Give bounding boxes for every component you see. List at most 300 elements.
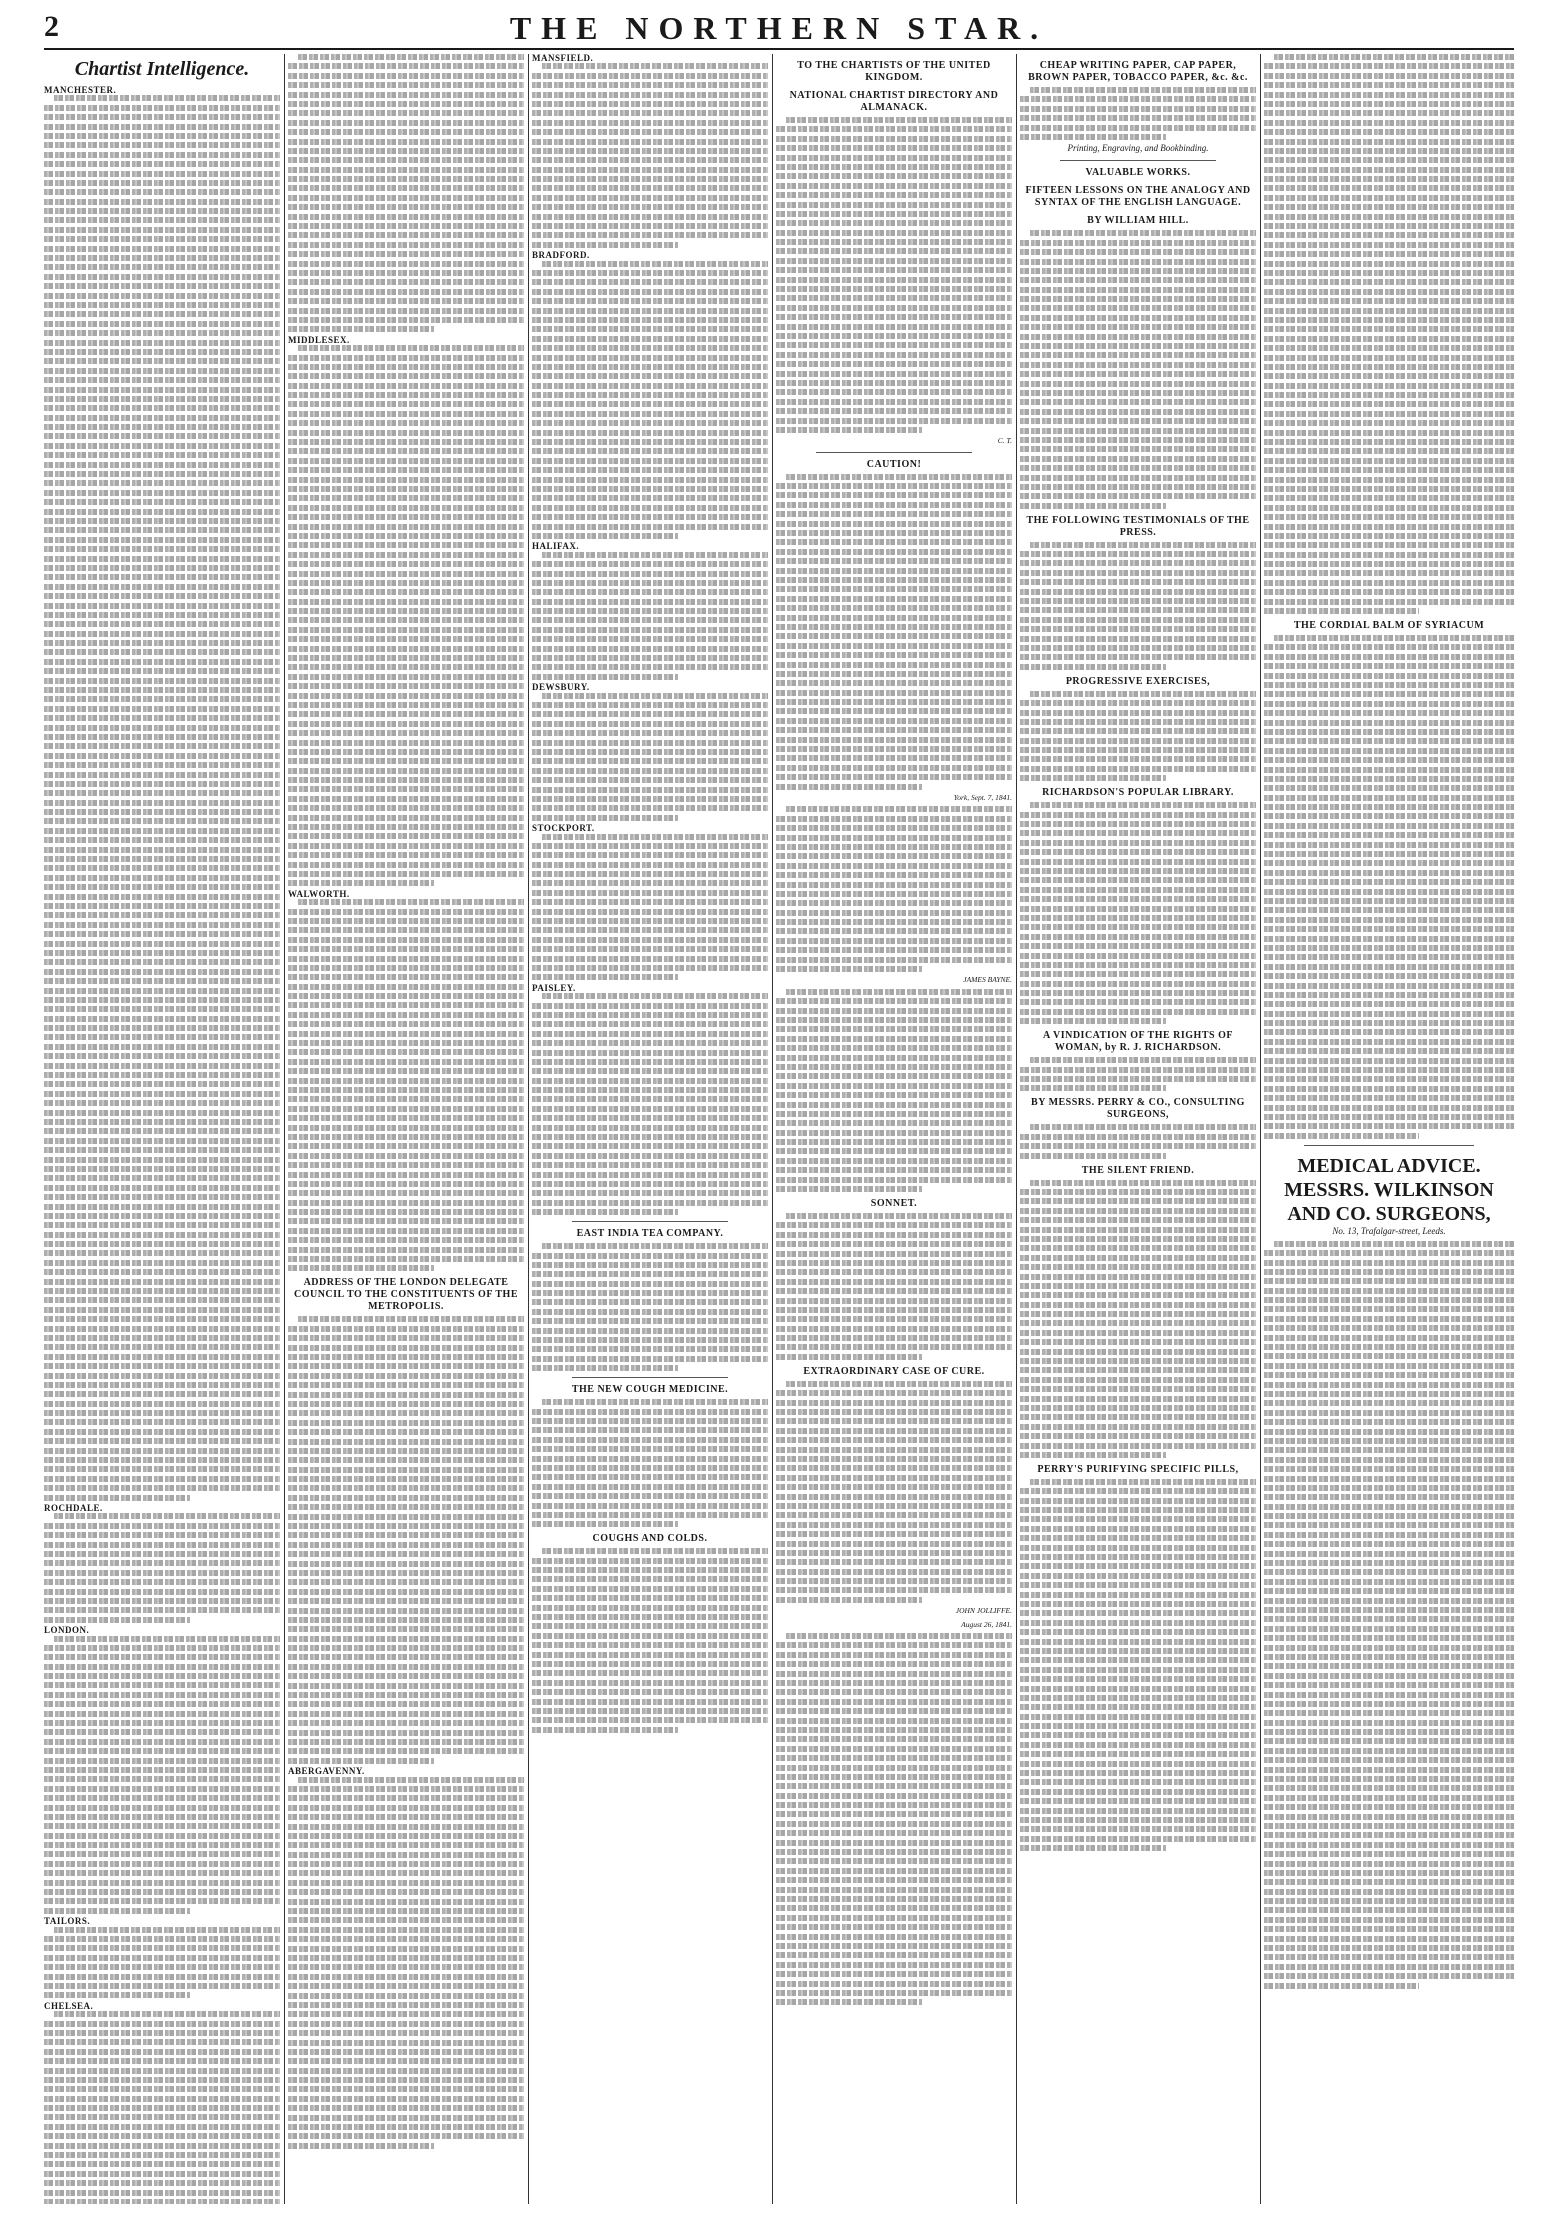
print-line [1020, 906, 1256, 912]
print-line [776, 755, 1012, 761]
print-line [44, 340, 280, 346]
print-line [1020, 1676, 1256, 1682]
print-line [44, 1523, 280, 1529]
print-line [776, 1484, 1012, 1490]
print-line [44, 255, 280, 261]
print-line [1020, 1704, 1256, 1710]
print-line [44, 725, 280, 731]
print-line [1020, 1761, 1256, 1767]
print-line [44, 321, 280, 327]
print-line [1020, 1723, 1256, 1729]
print-line [1264, 1076, 1514, 1082]
print-line [288, 1889, 524, 1895]
print-line [776, 1298, 1012, 1304]
print-line [776, 1541, 1012, 1547]
print-line [44, 490, 280, 496]
print-line [44, 1776, 280, 1782]
article-body [44, 1927, 280, 1999]
print-line [44, 1363, 280, 1369]
print-line [44, 800, 280, 806]
print-line [532, 1576, 768, 1582]
print-line [288, 1059, 524, 1065]
print-line [542, 993, 768, 999]
print-line [532, 1040, 768, 1046]
print-line [44, 762, 280, 768]
print-line [1264, 1785, 1514, 1791]
print-line [776, 164, 1012, 170]
print-line [1264, 710, 1514, 716]
print-line [44, 1044, 280, 1050]
print-line [44, 1495, 190, 1501]
works-heading: VALUABLE WORKS. [1085, 167, 1191, 179]
print-line [288, 458, 524, 464]
book-title: FIFTEEN LESSONS ON THE ANALOGY AND SYNTAX OF THE ENGLISH LANGUAGE. [1025, 185, 1251, 209]
article-body [532, 261, 768, 539]
print-line [532, 1446, 768, 1452]
print-line [1020, 999, 1256, 1005]
print-line [44, 509, 280, 515]
print-line [1020, 1592, 1256, 1598]
print-line [532, 777, 768, 783]
print-line [44, 1767, 280, 1773]
print-line [776, 1260, 1012, 1266]
print-line [1020, 1507, 1256, 1513]
print-line [776, 230, 1012, 236]
print-line [532, 1087, 768, 1093]
print-line [1264, 204, 1514, 210]
print-line [1264, 1372, 1514, 1378]
divider [572, 1221, 728, 1222]
column-4 [776, 54, 1012, 2204]
print-line [532, 1328, 768, 1334]
print-line [532, 852, 768, 858]
print-line [776, 957, 1012, 963]
print-line [1264, 776, 1514, 782]
print-line [776, 324, 1012, 330]
print-line [288, 852, 524, 858]
print-line [1020, 598, 1256, 604]
print-line [532, 561, 768, 567]
print-line [1264, 1344, 1514, 1350]
print-line [1264, 1095, 1514, 1101]
print-line [1264, 1692, 1514, 1698]
print-line [44, 1607, 280, 1613]
print-line [776, 690, 1012, 696]
print-line [532, 167, 768, 173]
print-line [1264, 1673, 1514, 1679]
print-line [1020, 943, 1256, 949]
print-line [1020, 1629, 1256, 1635]
print-line [1264, 1513, 1514, 1519]
print-line [288, 92, 524, 98]
print-line [1020, 1320, 1256, 1326]
print-line [44, 2114, 280, 2120]
print-line [776, 1017, 1012, 1023]
print-line [288, 448, 524, 454]
print-line [44, 1307, 280, 1313]
print-line [288, 1692, 524, 1698]
print-line [1264, 1645, 1514, 1651]
print-line [532, 702, 768, 708]
print-line [288, 1993, 524, 1999]
print-line [776, 1999, 922, 2005]
print-line [786, 989, 1012, 995]
print-line [532, 909, 768, 915]
print-line [44, 1964, 280, 1970]
print-line [44, 1110, 280, 1116]
print-line [44, 856, 280, 862]
print-line [288, 1068, 524, 1074]
print-line [1264, 898, 1514, 904]
print-line [44, 1485, 280, 1491]
print-line [1264, 1607, 1514, 1613]
print-line [44, 527, 280, 533]
print-line [1264, 1983, 1419, 1989]
print-line [1264, 1532, 1514, 1538]
print-line [1264, 842, 1514, 848]
print-line [776, 1447, 1012, 1453]
print-line [1020, 1554, 1256, 1560]
print-line [44, 1100, 280, 1106]
print-line [44, 875, 280, 881]
print-line [288, 129, 524, 135]
print-line [288, 542, 524, 548]
print-line [1264, 804, 1514, 810]
print-line [44, 1260, 280, 1266]
print-line [532, 82, 768, 88]
print-line [1020, 1134, 1256, 1140]
print-line [44, 105, 280, 111]
print-line [288, 1842, 524, 1848]
print-line [44, 706, 280, 712]
print-line [1030, 1479, 1256, 1485]
print-line [288, 1012, 524, 1018]
print-line [1020, 315, 1256, 321]
print-line [532, 664, 768, 670]
print-line [776, 998, 1012, 1004]
article-lead: BRADFORD. [532, 250, 590, 261]
print-line [776, 596, 1012, 602]
print-line [776, 708, 1012, 714]
article-body [776, 117, 1012, 433]
print-line [44, 603, 280, 609]
print-line [44, 1786, 280, 1792]
print-line [288, 2105, 524, 2111]
print-line [532, 1209, 678, 1215]
print-line [44, 405, 280, 411]
print-line [1020, 1424, 1256, 1430]
print-line [776, 1661, 1012, 1667]
print-line [288, 711, 524, 717]
print-line [288, 1228, 524, 1234]
print-line [1264, 1269, 1514, 1275]
print-line [1264, 738, 1514, 744]
print-line [44, 1279, 280, 1285]
print-line [532, 1059, 768, 1065]
article-lead: MIDDLESEX. [288, 334, 350, 345]
print-line [44, 1034, 280, 1040]
print-line [1264, 1419, 1514, 1425]
article-body [288, 345, 524, 886]
print-line [1020, 1798, 1256, 1804]
print-line [288, 1162, 524, 1168]
print-line [1264, 1447, 1514, 1453]
print-line [1264, 654, 1514, 660]
print-line [288, 1172, 524, 1178]
print-line [532, 1652, 768, 1658]
print-line [1264, 964, 1514, 970]
print-line [776, 737, 1012, 743]
print-line [1264, 458, 1514, 464]
print-line [776, 816, 1012, 822]
print-line [44, 2133, 280, 2139]
article-lead: HALIFAX. [532, 541, 580, 552]
print-line [532, 486, 768, 492]
print-line [298, 1777, 524, 1783]
print-line [532, 317, 768, 323]
print-line [288, 1523, 524, 1529]
print-line [532, 1012, 768, 1018]
print-line [1264, 486, 1514, 492]
print-line [532, 1031, 768, 1037]
print-line [532, 139, 768, 145]
print-line [44, 772, 280, 778]
print-line [1264, 345, 1514, 351]
signature: C. T. [997, 436, 1012, 446]
masthead [44, 4, 1514, 50]
print-line [1264, 570, 1514, 576]
print-line [1264, 1438, 1514, 1444]
print-line [532, 1717, 768, 1723]
print-line [532, 871, 768, 877]
print-line [288, 1542, 524, 1548]
print-line [532, 1003, 768, 1009]
print-line [44, 1269, 280, 1275]
print-line [44, 1673, 280, 1679]
print-line [532, 514, 768, 520]
print-line [1020, 1208, 1256, 1214]
print-line [776, 342, 1012, 348]
print-line [532, 890, 768, 896]
print-line [44, 1373, 280, 1379]
print-line [1020, 334, 1256, 340]
print-line [1264, 1114, 1514, 1120]
print-line [776, 1092, 1012, 1098]
print-line [288, 1265, 434, 1271]
print-line [44, 1598, 280, 1604]
print-line [288, 101, 524, 107]
print-line [288, 167, 524, 173]
print-line [1264, 1391, 1514, 1397]
print-line [1264, 326, 1514, 332]
print-line [532, 1281, 768, 1287]
print-line [288, 411, 524, 417]
print-line [776, 530, 1012, 536]
print-line [1020, 1433, 1256, 1439]
print-line [776, 1849, 1012, 1855]
print-line [532, 1068, 768, 1074]
print-line [44, 1974, 280, 1980]
print-line [1264, 1870, 1514, 1876]
print-line [44, 1072, 280, 1078]
print-line [532, 1271, 768, 1277]
print-line [1020, 362, 1256, 368]
print-line [776, 1167, 1012, 1173]
print-line [776, 1512, 1012, 1518]
print-line [532, 1143, 768, 1149]
print-line [532, 965, 768, 971]
print-line [776, 1400, 1012, 1406]
print-line [532, 1623, 768, 1629]
article-lead: DEWSBURY. [532, 682, 590, 693]
letter-signature: JAMES BAYNE. [963, 975, 1012, 985]
print-line [1264, 1926, 1514, 1932]
column-rule [1260, 54, 1261, 2204]
print-line [532, 749, 768, 755]
print-line [1264, 973, 1514, 979]
print-line [1264, 1776, 1514, 1782]
print-line [1020, 1639, 1256, 1645]
print-line [1020, 1573, 1256, 1579]
print-line [44, 1992, 190, 1998]
print-line [1020, 896, 1256, 902]
print-line [532, 646, 768, 652]
print-line [1020, 1330, 1256, 1336]
print-line [44, 199, 280, 205]
print-line [532, 1512, 768, 1518]
print-line [776, 1354, 922, 1360]
print-line [776, 1139, 1012, 1145]
address-heading: TO THE CHARTISTS OF THE UNITED KINGDOM. [797, 60, 991, 83]
print-line [776, 1494, 1012, 1500]
print-line [288, 1040, 524, 1046]
print-line [1264, 795, 1514, 801]
print-line [532, 1484, 768, 1490]
print-line [1264, 1964, 1514, 1970]
print-line [776, 1390, 1012, 1396]
print-line [532, 580, 768, 586]
print-line [776, 1307, 1012, 1313]
print-line [542, 693, 768, 699]
print-line [44, 1551, 280, 1557]
print-line [1020, 418, 1256, 424]
print-line [44, 217, 280, 223]
print-line [776, 295, 1012, 301]
print-line [44, 1532, 280, 1538]
print-line [776, 1130, 1012, 1136]
print-line [288, 176, 524, 182]
print-line [44, 612, 280, 618]
print-line [532, 92, 768, 98]
print-line [288, 871, 524, 877]
print-line [532, 1503, 768, 1509]
print-line [1020, 953, 1256, 959]
ad-heading: EAST INDIA TEA COMPANY. [576, 1228, 724, 1240]
print-line [288, 204, 524, 210]
print-line [1264, 1832, 1514, 1838]
print-line [1020, 1498, 1256, 1504]
print-line [1264, 1260, 1514, 1266]
print-line [776, 521, 1012, 527]
print-line [44, 1579, 280, 1585]
print-line [288, 880, 434, 886]
print-line [776, 239, 1012, 245]
print-line [288, 580, 524, 586]
page-number: 2 [44, 10, 59, 43]
print-line [1020, 1245, 1256, 1251]
print-line [776, 1148, 1012, 1154]
print-line [776, 192, 1012, 198]
print-line [44, 1795, 280, 1801]
print-line [532, 617, 768, 623]
print-line [532, 308, 768, 314]
print-line [1264, 832, 1514, 838]
print-line [1264, 1485, 1514, 1491]
print-line [44, 1091, 280, 1097]
print-line [532, 1567, 768, 1573]
print-line [786, 1381, 1012, 1387]
print-line [44, 1729, 280, 1735]
print-line [532, 1409, 768, 1415]
print-line [288, 2115, 524, 2121]
print-line [532, 448, 768, 454]
print-line [532, 430, 768, 436]
print-line [288, 139, 524, 145]
print-line [1264, 1011, 1514, 1017]
print-line [1264, 401, 1514, 407]
print-line [44, 969, 280, 975]
print-line [1020, 1535, 1256, 1541]
medical-address: No. 13, Trafalgar-street, Leeds. [1332, 1225, 1446, 1236]
print-line [288, 1608, 524, 1614]
print-line [532, 176, 768, 182]
print-line [532, 1699, 768, 1705]
ad-heading: BY MESSRS. PERRY & CO., CONSULTING SURGEONS, [1031, 1097, 1245, 1121]
print-line [1264, 308, 1514, 314]
print-line [44, 1213, 280, 1219]
print-line [532, 1356, 768, 1362]
print-line [1264, 1823, 1514, 1829]
print-line [44, 330, 280, 336]
book-title: A VINDICATION OF THE RIGHTS OF WOMAN, by R. J. RICHARDSON. [1043, 1030, 1233, 1054]
book-title: RICHARDSON'S POPULAR LIBRARY. [1042, 787, 1234, 799]
print-line [1020, 1545, 1256, 1551]
print-line [532, 974, 678, 980]
print-line [1020, 924, 1256, 930]
print-line [288, 1429, 524, 1435]
print-line [532, 411, 768, 417]
print-line [44, 462, 280, 468]
print-line [532, 458, 768, 464]
print-line [1264, 289, 1514, 295]
print-line [776, 1111, 1012, 1117]
print-line [288, 1134, 524, 1140]
print-line [532, 1337, 768, 1343]
print-line [1020, 570, 1256, 576]
print-line [776, 727, 1012, 733]
print-line [1020, 766, 1256, 772]
print-line [288, 1636, 524, 1642]
column-rule [528, 54, 529, 2204]
print-line [776, 910, 1012, 916]
print-line [1264, 1335, 1514, 1341]
print-line [776, 835, 1012, 841]
print-line [776, 145, 1012, 151]
print-line [44, 743, 280, 749]
print-line [44, 556, 280, 562]
print-line [776, 1120, 1012, 1126]
print-line [288, 82, 524, 88]
